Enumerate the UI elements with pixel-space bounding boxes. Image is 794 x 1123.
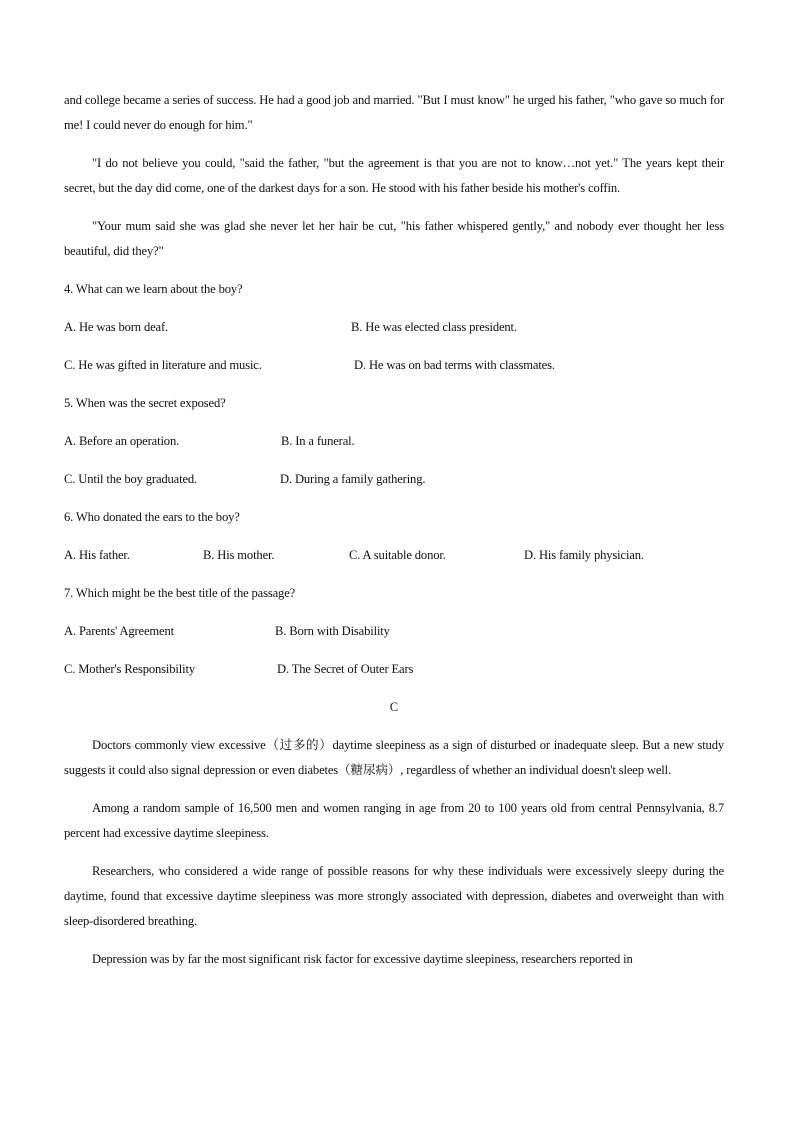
question-7-option-c[interactable]: C. Mother's Responsibility <box>64 662 195 676</box>
question-5-option-c[interactable]: C. Until the boy graduated. <box>64 472 198 486</box>
passage-c-paragraph-1: Doctors commonly view excessive（过多的）daytime sleepiness as a sign of disturbed or inadequate sleep. But a new study suggests it could also signal depression or even diabetes（糖尿病）, regardless of whether an individual doesn't sleep well. <box>64 738 724 777</box>
question-7-options-row-1 <box>64 619 724 644</box>
passage-c-paragraph-3: Researchers, who considered a wide range of possible reasons for why these individuals were excessively sleepy during the daytime, found that excessive daytime sleepiness was more strongly associated with depression, diabetes and overweight than with sleep-disordered breathing. <box>64 864 724 928</box>
question-4-stem: 4. What can we learn about the boy? <box>64 282 243 296</box>
question-6-option-c[interactable]: C. A suitable donor. <box>349 548 446 562</box>
passage-b-paragraph-2: "I do not believe you could, "said the father, "but the agreement is that you are not to know…not yet." The years kept their secret, but the day did come, one of the darkest days for a son. He stood with his father beside his mother's coffin. <box>64 156 724 195</box>
question-6-option-a[interactable]: A. His father. <box>64 548 130 562</box>
question-4-option-c[interactable]: C. He was gifted in literature and music. <box>64 358 262 372</box>
question-4-option-d[interactable]: D. He was on bad terms with classmates. <box>354 358 555 372</box>
question-4-option-a[interactable]: A. He was born deaf. <box>64 320 169 334</box>
question-4-option-b[interactable]: B. He was elected class president. <box>351 320 517 334</box>
question-5-options-row-1 <box>64 429 724 454</box>
question-7-options-row-2 <box>64 657 724 682</box>
question-6-options-row-1 <box>64 543 724 568</box>
question-6-stem: 6. Who donated the ears to the boy? <box>64 510 240 524</box>
question-7-option-d[interactable]: D. The Secret of Outer Ears <box>277 662 414 676</box>
question-7-option-b[interactable]: B. Born with Disability <box>275 624 390 638</box>
question-7-option-a[interactable]: A. Parents' Agreement <box>64 624 174 638</box>
question-5-stem: 5. When was the secret exposed? <box>64 396 226 410</box>
question-4-options-row-1 <box>64 315 724 340</box>
passage-b-paragraph-3: "Your mum said she was glad she never let her hair be cut, "his father whispered gently," and nobody ever thought her less beautiful, did they?" <box>64 219 724 258</box>
question-5-options-row-2 <box>64 467 724 492</box>
question-5-option-a[interactable]: A. Before an operation. <box>64 434 180 448</box>
passage-c-paragraph-2: Among a random sample of 16,500 men and women ranging in age from 20 to 100 years old from central Pennsylvania, 8.7 percent had excessive daytime sleepiness. <box>64 801 724 840</box>
question-7-stem: 7. Which might be the best title of the passage? <box>64 586 296 600</box>
question-5-option-d[interactable]: D. During a family gathering. <box>280 472 426 486</box>
question-6-option-b[interactable]: B. His mother. <box>203 548 275 562</box>
question-6-option-d[interactable]: D. His family physician. <box>524 548 644 562</box>
question-5-option-b[interactable]: B. In a funeral. <box>281 434 355 448</box>
passage-c-paragraph-4: Depression was by far the most significant risk factor for excessive daytime sleepiness, researchers reported in <box>92 952 633 966</box>
exam-page <box>64 88 724 985</box>
passage-b-paragraph-1: and college became a series of success. He had a good job and married. "But I must know" he urged his father, "who gave so much for me! I could never do enough for him." <box>64 93 724 132</box>
question-4-options-row-2 <box>64 353 724 378</box>
passage-c-heading: C <box>389 700 399 714</box>
